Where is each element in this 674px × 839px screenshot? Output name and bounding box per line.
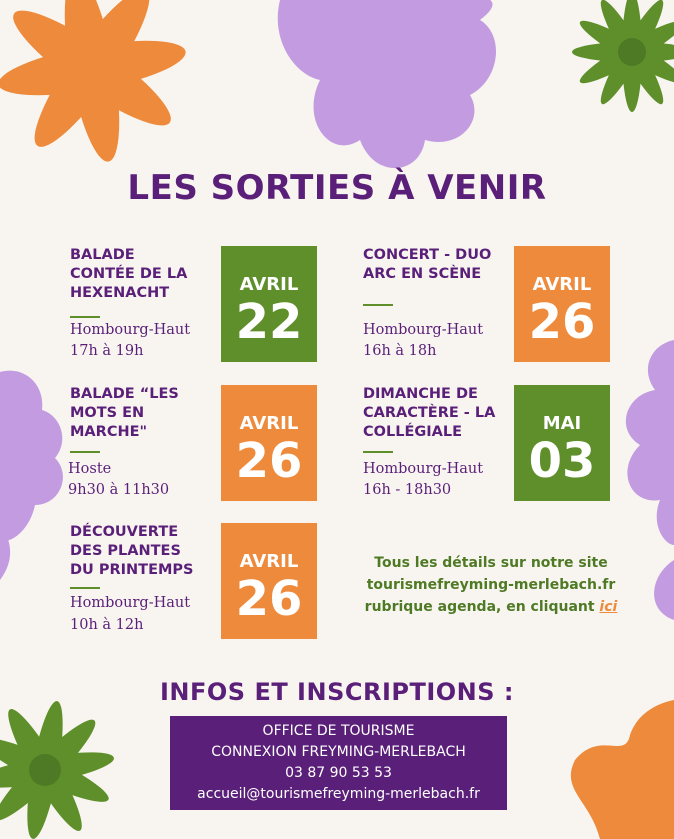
date-box (514, 385, 610, 501)
event-divider (70, 587, 100, 589)
event-time: 16h - 18h30 (363, 482, 452, 498)
event-divider (363, 451, 393, 453)
date-month: AVRIL (532, 274, 592, 295)
page-title: LES SORTIES À VENIR (127, 168, 547, 208)
event-place: Hombourg-Haut (70, 595, 191, 611)
details-agenda-text: rubrique agenda, en cliquant (364, 599, 595, 615)
event-divider (70, 316, 100, 318)
date-box (221, 523, 317, 639)
date-day: 26 (235, 571, 303, 627)
date-month: AVRIL (239, 551, 299, 572)
date-box (514, 246, 610, 362)
date-month: AVRIL (239, 413, 299, 434)
details-link[interactable]: ici (599, 599, 618, 615)
date-day: 26 (235, 433, 303, 489)
event-time: 10h à 12h (70, 617, 144, 633)
event-time: 9h30 à 11h30 (68, 482, 170, 498)
contact-box (170, 716, 507, 810)
event-title: DÉCOUVERTE DES PLANTES DU PRINTEMPS (70, 524, 194, 578)
phone-number[interactable]: 03 87 90 53 53 (285, 765, 392, 781)
event-title: BALADE “LES MOTS EN MARCHE" (70, 386, 179, 440)
event-title: DIMANCHE DE CARACTÈRE - LA COLLÉGIALE (363, 386, 496, 440)
event-place: Hoste (68, 461, 112, 477)
infos-title: INFOS ET INSCRIPTIONS : (159, 678, 514, 706)
date-month: MAI (542, 413, 582, 434)
details-line: Tous les détails sur notre site (374, 555, 608, 571)
event-place: Hombourg-Haut (363, 322, 484, 338)
event-place: Hombourg-Haut (70, 322, 191, 338)
event-time: 16h à 18h (363, 343, 437, 359)
date-month: AVRIL (239, 274, 299, 295)
date-box (221, 385, 317, 501)
date-day: 03 (528, 433, 596, 489)
event-place: Hombourg-Haut (363, 461, 484, 477)
event-title: CONCERT - DUO ARC EN SCÈNE (363, 247, 492, 282)
date-box (221, 246, 317, 362)
office-name: OFFICE DE TOURISME (262, 723, 415, 739)
website-text: tourismefreyming-merlebach.fr (366, 577, 616, 593)
date-day: 26 (528, 294, 596, 350)
event-divider (70, 451, 100, 453)
details-text (350, 552, 632, 618)
details-line (350, 596, 632, 618)
email-address[interactable]: accueil@tourismefreyming-merlebach.fr (197, 786, 480, 802)
office-subtitle: CONNEXION FREYMING-MERLEBACH (211, 744, 466, 760)
event-divider (363, 304, 393, 306)
date-day: 22 (235, 294, 303, 350)
event-time: 17h à 19h (70, 343, 144, 359)
event-title: BALADE CONTÉE DE LA HEXENACHT (70, 247, 188, 301)
